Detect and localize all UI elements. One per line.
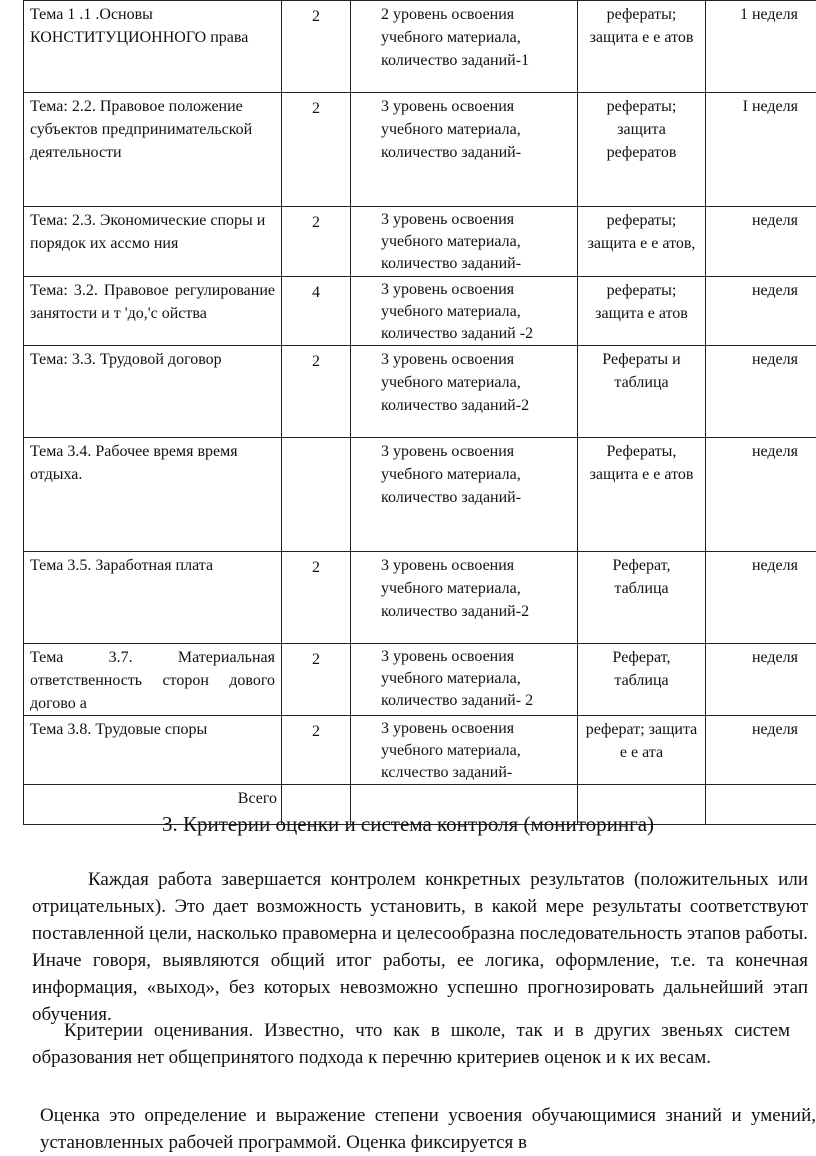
term-cell: неделя [706,207,816,277]
topic-cell: Тема: 2.2. Правовое положение субъектов предпринимательской деятельности [24,93,282,207]
table-row [24,552,816,644]
hours-cell: 2 [282,1,351,93]
topic-cell: Тема 3.7. Материальная ответственность сторон дового догово а [24,644,282,716]
topic-cell: Тема 3.8. Трудовые споры [24,716,282,785]
topic-cell: Тема 1 .1 .Основы КОНСТИТУЦИОННОГО права [24,1,282,93]
table-row [24,207,816,277]
level-cell: 3 уровень освоения учебного материала, количество заданий-2 [351,552,578,644]
study-plan-table [23,0,816,825]
topic-cell: Тема: 2.3. Экономические споры и порядок их ассмо ния [24,207,282,277]
level-cell: 3 уровень освоения учебного материала, количество заданий- [351,207,578,277]
level-cell: 3 уровень освоения учебного материала, кслчество заданий- [351,716,578,785]
hours-cell [282,438,351,552]
section-title: 3. Критерии оценки и система контроля (мониторинга) [161,812,655,836]
control-form-cell: рефераты; защита е е атов, [578,207,706,277]
hours-cell: 2 [282,716,351,785]
hours-cell: 4 [282,277,351,346]
hours-cell: 2 [282,93,351,207]
term-cell: неделя [706,438,816,552]
level-cell: 3 уровень освоения учебного материала, количество заданий- 2 [351,644,578,716]
paragraph-assessment: Оценка это определение и выражение степени усвоения обучающимися знаний и умений, установленных рабочей программой. Оценка фиксируется в [40,1105,816,1153]
topic-cell: Тема: 3.3. Трудовой договор [24,346,282,438]
total-label: Всего [24,785,282,825]
term-cell: неделя [706,552,816,644]
hours-cell: 2 [282,552,351,644]
hours-cell: 2 [282,207,351,277]
control-form-cell: реферат; защита е е ата [578,716,706,785]
control-form-cell: Реферат, таблица [578,552,706,644]
term-cell: неделя [706,644,816,716]
term-cell: неделя [706,346,816,438]
control-form-cell: Рефераты и таблица [578,346,706,438]
topic-cell: Тема 3.5. Заработная плата [24,552,282,644]
level-cell: 3 уровень освоения учебного материала, количество заданий-2 [351,346,578,438]
control-form-cell: Реферат, таблица [578,644,706,716]
control-form-cell: рефераты; защита е е атов [578,1,706,93]
level-cell: 2 уровень освоения учебного материала, количество заданий-1 [351,1,578,93]
hours-cell: 2 [282,644,351,716]
term-cell: неделя [706,277,816,346]
table-row [24,277,816,346]
table-row [24,716,816,785]
topic-cell: Тема 3.4. Рабочее время время отдыха. [24,438,282,552]
control-form-cell: рефераты; защита рефератов [578,93,706,207]
table-row [24,93,816,207]
level-cell: 3 уровень освоения учебного материала, количество заданий- [351,93,578,207]
paragraph-criteria: Критерии оценивания. Известно, что как в школе, так и в других звеньях систем образования нет общепринятого подхода к перечню критериев оценок и к их весам. [32,1020,790,1068]
control-form-cell: Рефераты, защита е е атов [578,438,706,552]
paragraph-results-control: Каждая работа завершается контролем конкретных результатов (положительных или отрицательных). Это дает возможность установить, в какой мере результаты соответствуют поставленной цели, насколько правомерна и целесообразна последовательность этапов работы. Иначе говоря, выявляются общий итог работы, ее логика, оформление, т.е. та конечная информация, «выход», без которых невозможно успешно прогнозировать дальнейший этап обучения. [32,869,808,1025]
table-row [24,438,816,552]
control-form-cell: рефераты; защита е атов [578,277,706,346]
term-cell: I неделя [706,93,816,207]
term-cell: 1 неделя [706,1,816,93]
level-cell: 3 уровень освоения учебного материала, количество заданий -2 [351,277,578,346]
hours-cell: 2 [282,346,351,438]
topic-cell: Тема: 3.2. Правовое регулирование занятости и т 'до,'с ойства [24,277,282,346]
table-row [24,1,816,93]
level-cell: 3 уровень освоения учебного материала, количество заданий- [351,438,578,552]
table-row [24,644,816,716]
table-row [24,346,816,438]
term-cell: неделя [706,716,816,785]
